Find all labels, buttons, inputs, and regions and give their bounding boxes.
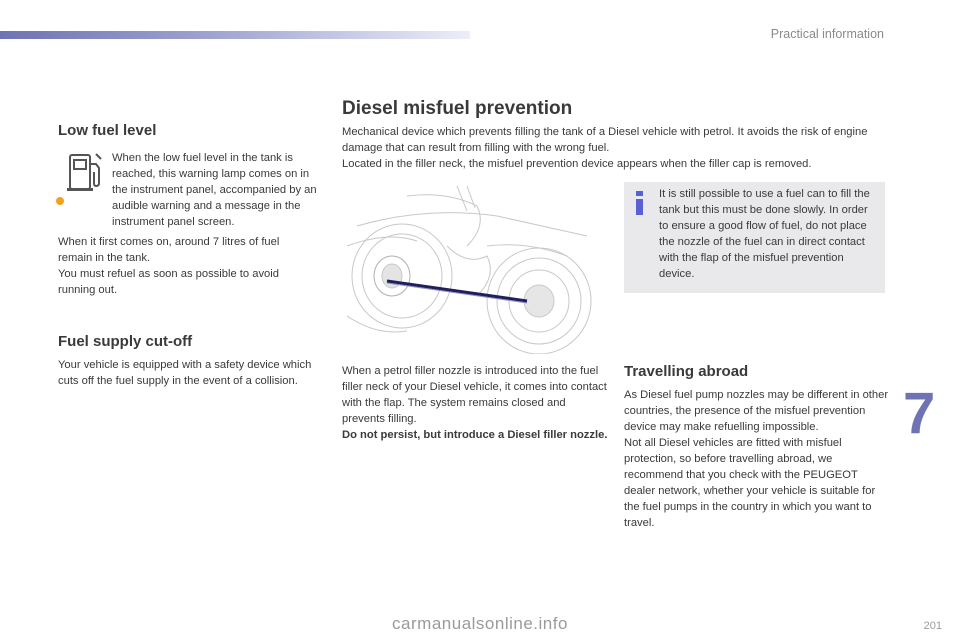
fuel-supply-text: Your vehicle is equipped with a safety device which cuts off the fuel supply in the event of a collision. (58, 359, 312, 387)
info-icon (634, 191, 645, 215)
diesel-misfuel-heading: Diesel misfuel prevention (342, 98, 573, 119)
low-fuel-para1: When it first comes on, around 7 litres of fuel remain in the tank. (58, 236, 280, 264)
diesel-misfuel-paragraph (342, 124, 887, 172)
low-fuel-para2: You must refuel as soon as possible to avoid running out. (58, 268, 279, 296)
chapter-number: 7 (903, 381, 936, 446)
travelling-abroad-heading: Travelling abroad (624, 363, 749, 380)
low-fuel-heading: Low fuel level (58, 122, 157, 139)
fuel-supply-heading: Fuel supply cut-off (58, 333, 193, 350)
nozzle-text: When a petrol filler nozzle is introduced into the fuel filler neck of your Diesel vehicle, it comes into contact with the flap. The system remains closed and prevents filling. (342, 365, 607, 425)
travelling-para2: Not all Diesel vehicles are fitted with misfuel protection, so before travelling abroad, we recommend that you check with the PEUGEOT dealer network, whether your vehicle is suitable for the fuel pumps in the country in which you want to travel. (624, 437, 876, 529)
low-fuel-warning-text: When the low fuel level in the tank is reached, this warning lamp comes on in the instrument panel, accompanied by an audible warning and a message in the instrument panel screen. (112, 152, 317, 228)
header-gradient-bar (0, 31, 470, 39)
travelling-paragraph (624, 387, 889, 531)
page-number: 201 (923, 620, 942, 632)
watermark: carmanualsonline.info (392, 614, 568, 633)
warning-indicator-dot (56, 197, 64, 205)
nozzle-bold-warning: Do not persist, but introduce a Diesel filler nozzle. (342, 429, 608, 441)
diesel-para2: Located in the filler neck, the misfuel prevention device appears when the filler cap is removed. (342, 158, 812, 170)
info-box-text: It is still possible to use a fuel can to fill the tank but this must be done slowly. In order to ensure a good flow of fuel, do not place the nozzle of the fuel can in direct contact with the flap of the misfuel prevention device. (659, 188, 870, 280)
diesel-para1: Mechanical device which prevents filling the tank of a Diesel vehicle with petrol. It avoids the risk of engine damage that can result from filling with the wrong fuel. (342, 126, 868, 154)
info-box (624, 182, 885, 293)
fuel-pump-icon (66, 150, 106, 194)
filler-neck-illustration (347, 186, 592, 354)
nozzle-paragraph (342, 363, 610, 443)
low-fuel-paragraph (58, 234, 313, 298)
section-title: Practical information (770, 27, 884, 41)
travelling-para1: As Diesel fuel pump nozzles may be different in other countries, the presence of the misfuel prevention device may make refuelling impossible. (624, 389, 889, 433)
